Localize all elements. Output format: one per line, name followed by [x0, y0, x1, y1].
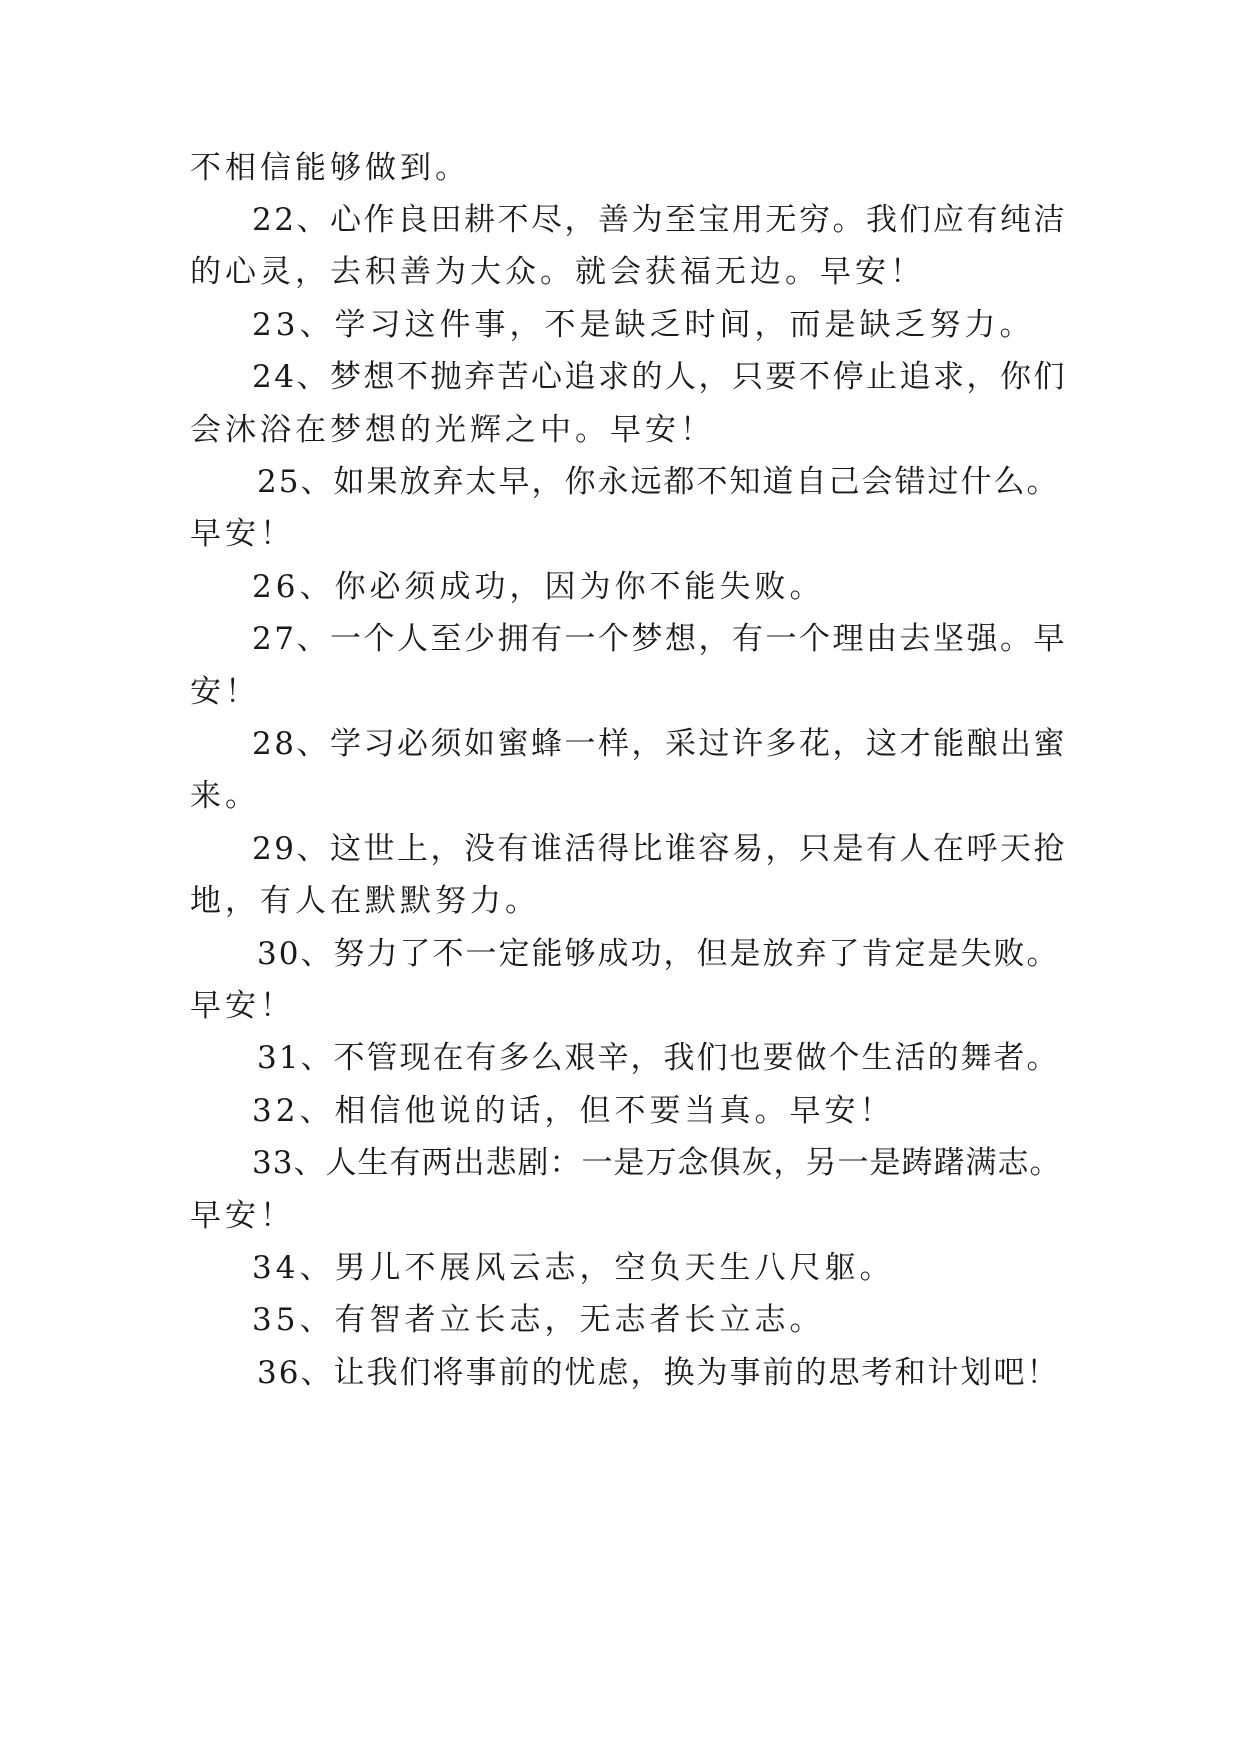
text-line: 地，有人在默默努力。: [190, 883, 540, 919]
text-line: 27、一个人至少拥有一个梦想，有一个理由去坚强。早: [252, 621, 1067, 657]
text-line: 安！: [190, 674, 260, 710]
text-line: 的心灵，去积善为大众。就会获福无边。早安！: [190, 254, 925, 290]
text-line: 36、让我们将事前的忧虑，换为事前的思考和计划吧！: [257, 1355, 1060, 1391]
text-line: 31、不管现在有多么艰辛，我们也要做个生活的舞者。: [257, 1040, 1060, 1076]
text-line: 34、男儿不展风云志，空负天生八尺躯。: [252, 1250, 895, 1286]
text-line: 早安！: [190, 516, 295, 552]
text-line: 25、如果放弃太早，你永远都不知道自己会错过什么。: [257, 464, 1060, 500]
text-line: 不相信能够做到。: [190, 150, 470, 186]
text-line: 28、学习必须如蜜蜂一样，采过许多花，这才能酿出蜜: [252, 726, 1067, 762]
text-line: 24、梦想不抛弃苦心追求的人，只要不停止追求，你们: [252, 359, 1067, 395]
text-line: 30、努力了不一定能够成功，但是放弃了肯定是失败。: [257, 936, 1060, 972]
text-line: 23、学习这件事，不是缺乏时间，而是缺乏努力。: [252, 307, 1035, 343]
text-line: 来。: [190, 778, 260, 814]
text-line: 26、你必须成功，因为你不能失败。: [252, 569, 825, 605]
text-line: 22、心作良田耕不尽，善为至宝用无穷。我们应有纯洁: [252, 202, 1067, 238]
text-line: 早安！: [190, 988, 295, 1024]
text-line: 33、人生有两出悲剧：一是万念俱灰，另一是踌躇满志。: [252, 1145, 1062, 1181]
text-line: 早安！: [190, 1198, 295, 1234]
text-line: 32、相信他说的话，但不要当真。早安！: [252, 1093, 895, 1129]
text-line: 35、有智者立长志，无志者长立志。: [252, 1302, 825, 1338]
text-line: 29、这世上，没有谁活得比谁容易，只是有人在呼天抢: [252, 831, 1067, 867]
text-line: 会沐浴在梦想的光辉之中。早安！: [190, 412, 715, 448]
